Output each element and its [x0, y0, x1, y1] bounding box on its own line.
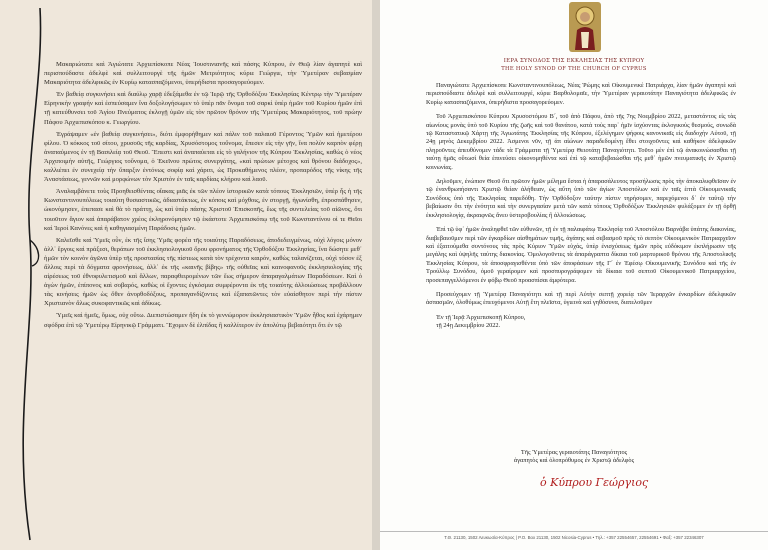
left-paragraph: Ἐν βαθείᾳ συγκινήσει καὶ διαύλῳ χαρᾷ ἐδεξάμεθα ἐν τῷ Ἱερῷ τῆς Ὀρθοδόξου Ἐκκλησίας Κέντρῳ τὴν Ὑμετέραν Εἰρηνικὴν γραφήν καὶ ἐσπεύσαμεν ἵνα δοξολογήσωμεν τὸ ὑπὲρ πᾶν ὄνομα τοῦ σαρκὶ ὑπὲρ ἡμῶν τοῦ Κυρίου ἡμῶν ἐπὶ τῇ κατεύθυνσει τοῦ Ἁγίου Πνεύματος ἐκλογῇ ὑμῶν εἰς τὸν πρῶτον θρόνον τῆς Ὑμετέρας Μακαριότητος, τοῦ πρώην Πάφου Ἀρχιεπισκόπου κ. Γεωργίου.: [44, 91, 362, 126]
date-line: τῇ 24ῃ Δεκεμβρίου 2022.: [436, 322, 501, 330]
right-paragraph: Προσεύχομεν τῇ Ὑμετέρᾳ Παναγιότητι καὶ τῇ περὶ Αὐτὴν σεπτῇ χορείᾳ τῶν Ἱεραρχῶν ἐνκαρδίων ἀδελφικῶν ἀσπασμῶν, ὁλοθύμως ἐπευχόμενοι Αὐτῇ ἔτη πλεῖστα, ὑγιεινὰ καὶ γηθόσυνα, διατελοῦμεν: [426, 290, 736, 307]
saint-icon-emblem: [567, 0, 603, 54]
date-place: Ἐν τῇ Ἱερᾷ Ἀρχιεπισκοπῇ Κύπρου,: [436, 313, 526, 321]
signature-text: ὁ Κύπρου Γεώργιος: [540, 476, 649, 489]
left-paragraph: Ἐγράψαμεν «ἐν βαθείᾳ συγκινήσει», διότι ἐμφορήθημεν καὶ πάλιν τοῦ παλαιοῦ Γέροντος Ὑμῶν καὶ ἡμετέρου φίλου. Ὁ κόκκος τοῦ σίτου, χρυσοῦς τῆς καρδίας, Χρυσόστομος τοὔνομα, ἔπεσεν εἰς τὴν γῆν, ἵνα πολὺν καρπὸν φέρῃ ἀναπαύμενος ἐν τῇ Βασιλείᾳ τοῦ Θεοῦ. Ἔπεστι καὶ ἀναπαύεται εἰς τὸ γαλήνιον τῆς Κύπρου Ἐκκλησίας, καθὼς ὁ νέος Ἀρχιποιμὴν αὐτῆς, Γεώργιος τοὔνομα, ὁ Ἐκεῖνου πρώτος συνεργάτης, «καὶ πρώτων μέτοχος καὶ θρόνου διάδοχος», καλλιέπει ἐν συνεχείᾳ τὴν ὕπαρξιν ἐντόνως σοφίᾳ καὶ χάριτι, ὡς Προκαθήμενος πλέον, προπαρόδος τῆς νίκης τῆς Ἀναστάσεως, γεννῶν καὶ μορφώνων τὸν Χριστὸν ἐν ταῖς καρδίαις κλήρου καὶ λαοῦ.: [44, 130, 362, 184]
closing-line-2: ἀγαπητὸς καὶ ὁλοπρόθυμος ἐν Χριστῷ ἀδελφὸς: [513, 457, 635, 464]
closing-line-1: Τῆς Ὑμετέρας γεραιοτάτης Παναγιότητος: [520, 449, 628, 456]
right-letter-body: [426, 82, 736, 331]
left-paragraph: Ἀναλαμβάνετε τοὺς Προηθεισθέντας οἴακας μιᾶς ἐκ τῶν πλέον ἱστορικῶν κατὰ τόπους Ἐκκλησιῶν, ὑπὲρ ἧς ἡ τῆς Κωνσταντινουπόλεως τοιαύτη θυσιαστικῶς, ἀδιαστάκτως, ἐν κόποις καὶ μόχθοις, ἐν στοργῇ, ἠγωνίσθη, ἐπροσπάθησεν, ὡκονόμησεν, ἐπεπασε καὶ θὰ τὸ πράττῃ, ὡς καὶ ὑπὲρ πάσης Χριστοῦ Ἐπισκοπῆς, ἕως τῆς συντελείας τοῦ αἰῶνος, ὅτι τοιοῦτον ἅγιον καὶ ἀπαράβατον χρέος ἐκληρονόμησεν τῷ ἑκάστοτε Ἀρχιεπισκόπῳ τῆς τοῦ Κωνσταντίνου οἱ τε Θεῖοι καὶ Ἱεροὶ Κανόνες καὶ ἡ καθηγιασμένη Παράδοσις ἡμῶν.: [44, 188, 362, 232]
left-paragraph: Ὑμεῖς καὶ ἡμεῖς, ὅμως, οὐχ οὕτω. Διεπιστώσαμεν ἤδη ἐκ τὸ γεννώμορον ἐκκλησιαστικὸν Ὑμῶν ἦθος καὶ ἐχάρημεν σφόδρα ἐπὶ τῷ Ὑμετέρῳ Εἰρηνικῷ Γράμματι. Ἔχομεν δὲ ἐλπίδας ἢ καλλίτερον ἐν ἀπολύτῳ βεβαιότητι ὅτι ἐν τῷ: [44, 312, 362, 329]
left-letter-page: [0, 0, 372, 550]
synod-letterhead: [380, 57, 768, 73]
letterhead-english: THE HOLY SYNOD OF THE CHURCH OF CYPRUS: [501, 66, 647, 72]
right-paragraph: Παναγιώτατε Ἀρχιεπίσκοπε Κωνσταντινουπόλεως, Νέας Ῥώμης καὶ Οἰκουμενικὲ Πατριάρχα, λίαν ἡμῶν ἀγαπητὲ καὶ περισπούδαστε ἀδελφὲ καὶ συλλειτουργέ, κύριε Βαρθολομαῖε, τὴν Ὑμετέραν γεραιοτάτην Παναγιότητα ἀδελφικῶς ἐν Κυρίῳ κατασπαζόμενοι, ὑπερήδιστα προσαγορεύομεν.: [426, 82, 736, 106]
left-letter-body: [44, 60, 362, 333]
letterhead-footer: Τ.Θ. 21130, 1502 Λευκωσία-Κύπρος | P.O. Box 21130, 1502 Nicosia-Cyprus • Τηλ.: +357 22554657, 22554691 • Φαξ: +357 22346307: [380, 531, 768, 540]
left-paragraph: Καλεῖσθε καὶ Ὑμεῖς οὖν, ἐκ τῆς ἴσης Ὑμᾶς φορέα τῆς τοιαύτης Παραδόσεως, ἀποδεδειγμένως, οὐχὶ λόγοις μόνον ἀλλ᾽ ἔργοις καὶ πράξεσι, θεράπων τοῦ ἐκκλησιολογικοῦ ὅρου φρονήματος τῆς Ὀρθοδόξου Ἐκκλησίας, ἵνα δώσητε μεθ᾽ ἡμῶν τὸν κοινὸν ἀγῶνα ὑπὲρ τῆς προστασίας τῆς πίστεως κατὰ τὸν τρέχοντα καιρόν, καθὼς ταλανίζεται, οὐχὶ τόσον ἐξ ἄλλοις περὶ τὰ δόγματα φρονήσεως, ἀλλ᾽ ἐκ τῆς «καινῆς βίβης» τῆς οὐθεῖας καὶ καινοφανοῦς ἐκκλησιολογίας τῆς αἱρέσεως τοῦ ἐθνοφυλετισμοῦ καὶ ἄλλων, παραφθειρομένων τῶν ἕως σήμερον ἀπαραγαλμάτων Παραδόσεων. Καὶ ὁ ἀγὼν ἡμῶν, ἐπίπονος καὶ σοβαρός, καθὼς οἱ ἔχοντες ἐγκόσμια συμφέροντα ἐκ τῆς τοιαύτης ἀλλοιώσεως προβάλλουν τὰς κινήσεις ἡμῶν ὡς ὅθεν ἀνορθοδόξους, προπαγανδίζοντες καὶ ἐξαπατῶντες τὸν εὐαίσθητον περὶ τὴν πίστιν Χριστιανὸν ἄλως συκοφαντικῶς καὶ ἀδίκως.: [44, 236, 362, 308]
letterhead-greek: ΙΕΡΑ ΣΥΝΟΔΟΣ ΤΗΣ ΕΚΚΛΗΣΙΑΣ ΤΗΣ ΚΥΠΡΟΥ: [503, 58, 645, 64]
page-divider: [372, 0, 380, 550]
right-paragraph: Ἐπὶ τῷ ὑφ᾽ ἡμῶν ἀναληφθεῖ τῶν εὐθυνῶν, τῇ ἐν τῇ παλαιφάτῳ Ἐκκλησίᾳ τοῦ Ἀποστόλου Βαρνάβα ὑπάτης διακονίας, διαβεβαιοῦμεν περὶ τῶν ἐγκαρδίων αἰσθημάτων τιμῆς, ἀγάπης καὶ σεβασμοῦ πρὸς τὸ σεπτὸν Οἰκουμενικὸν Πατριαρχεῖον καὶ ἐξαιτούμεθα συντόνους τὰς πρὸς Κύριον Ὑμῶν εὐχάς, ὑπὲρ ἐνισχύσεως ἡμῶν πρὸς εὐδόκιμον ἐκπλήρωσιν τῆς μεγάλης καὶ ὑψηλῆς ταύτης διακονίας. Ὁμολογοῦντες τὰ ἀπαράγραπτα δίκαια τοῦ μαρτυρικοῦ θρόνου τῆς Ἀποστολικῆς Ἐκκλησίας Κύπρου, τὰ ἀποσφραγισθέντα ὑπὸ τῶν ἀποφάσεων τῆς Γ´ ἐν Ἐφέσῳ Οἰκουμενικῆς Συνόδου καὶ τῆς ἐν Τρούλλῳ Συνόδου, ὁμοῦ γεραίρομεν καὶ προσπυρογράφομεν τὰ δίκαια τοῦ σεπτοῦ Οἰκουμενικοῦ Πατριαρχείου, προσεπαγγελλόμενοι ἐν φόβῳ Θεοῦ προασπίσαι ἀμφότερα.: [426, 226, 736, 284]
right-paragraph: Δηλοῦμεν, ἐνώπιον Θεοῦ ὅτι πρῶτον ἡμῶν μέλημα ἔσται ἡ ἀπαρασάλευτος προσήλωσις πρὸς τὴν ἀποκαλυφθεῖσαν ἐν τῷ ἐνανθρωπήσαντι Χριστῷ θείαν ἀλήθειαν, ὡς αὕτη ὑπὸ τῶν ἁγίων Ἀποστόλων καὶ ἐν ταῖς ἑπτὰ Οἰκουμενικαῖς Συνόδους ὑπὸ τῆς Ἐκκλησίας παρεδόθη. Τὴν Ὀρθόδοξον ταύτην πίστιν τηρήσομεν, παρεχόμενοι δ᾽ ἐν ταὐτῷ τὴν βεβαίωσιν ὅτι τὴν ἑνότητα καὶ τὴν συνεργασίαν μετὰ τῶν κατὰ τόπους Ὀρθοδόξων Ἐκκλησιῶν φυλάξομεν ἐν τῇ ὀρθῇ ἐκκλησιολογίᾳ, ἀκραιφνῶς ἄνευ ὑστεροβουλίας ἢ ἀλλοιώσεως.: [426, 178, 736, 219]
left-paragraph: Μακαριώτατε καὶ Ἁγιώτατε Ἀρχιεπίσκοπε Νέας Ἰουστινιανῆς καὶ πάσης Κύπρου, ἐν Θεῷ λίαν ἀγαπητὲ καὶ περισπούδαστε ἀδελφὲ καὶ συλλειτουργὲ τῆς ἡμῶν Μετριότητος κύριε Γεώργιε, τὴν Ὑμετέραν σεβασμίαν Μακαριότητα ἀδελφικῶς ἐν Κυρίῳ κατασπαζόμενοι, ὑπερήδιστα προσαγορεύομεν.: [44, 61, 362, 87]
handwritten-signature: [530, 468, 650, 496]
right-paragraph: Τοῦ Ἀρχιεπισκόπου Κύπρου Χρυσοστόμου Β´, τοῦ ἀπὸ Πάφου, ἀπὸ τῆς 7ης Νοεμβρίου 2022, μεταστάντος εἰς τὰς αἰωνίους μονὰς ὑπὸ τοῦ Κυρίου τῆς ζωῆς καὶ τοῦ θανάτου, κατὰ τοὺς παρ᾽ ἡμῖν ἰσχύοντας ἐκλογικοὺς θεσμούς, συνωδὰ τῷ Καταστατικῷ Χάρτῃ τῆς Ἁγιωτάτης Ἐκκλησίας τῆς Κύπρου, ἐξελέγημεν ψήφοις κανονικαῖς εἰς διαδοχὴν Αὐτοῦ, τῇ 24ῃ μηνὸς Δεκεμβρίου 2022. Ἀσμενοι νῦν, τῇ ἀπ αἰώνων παραδεδομένῃ ἔθει στοιχοῦντες καὶ καθήκον ἀδελφικῶν πληροῦντες ἀπευθύνομεν τάδε τὰ Γράμματα τῇ Ὑμετέρᾳ Θειοτάτῃ Παναγιότητι. Τοῦτο μὲν ἐπὶ τῷ ἀνακοινώσασθαι τῇ ταύτῃ ἡμᾶς οὕτωσί θεία ἐπινεύσει οἰκονομηθέντα καὶ ἐπὶ τῷ καταβεβαιώσθαι τῆς μεθ᾽ ἡμῶν πνευματικῆς ἐν Χριστῷ κοινωνίας.: [426, 113, 736, 171]
